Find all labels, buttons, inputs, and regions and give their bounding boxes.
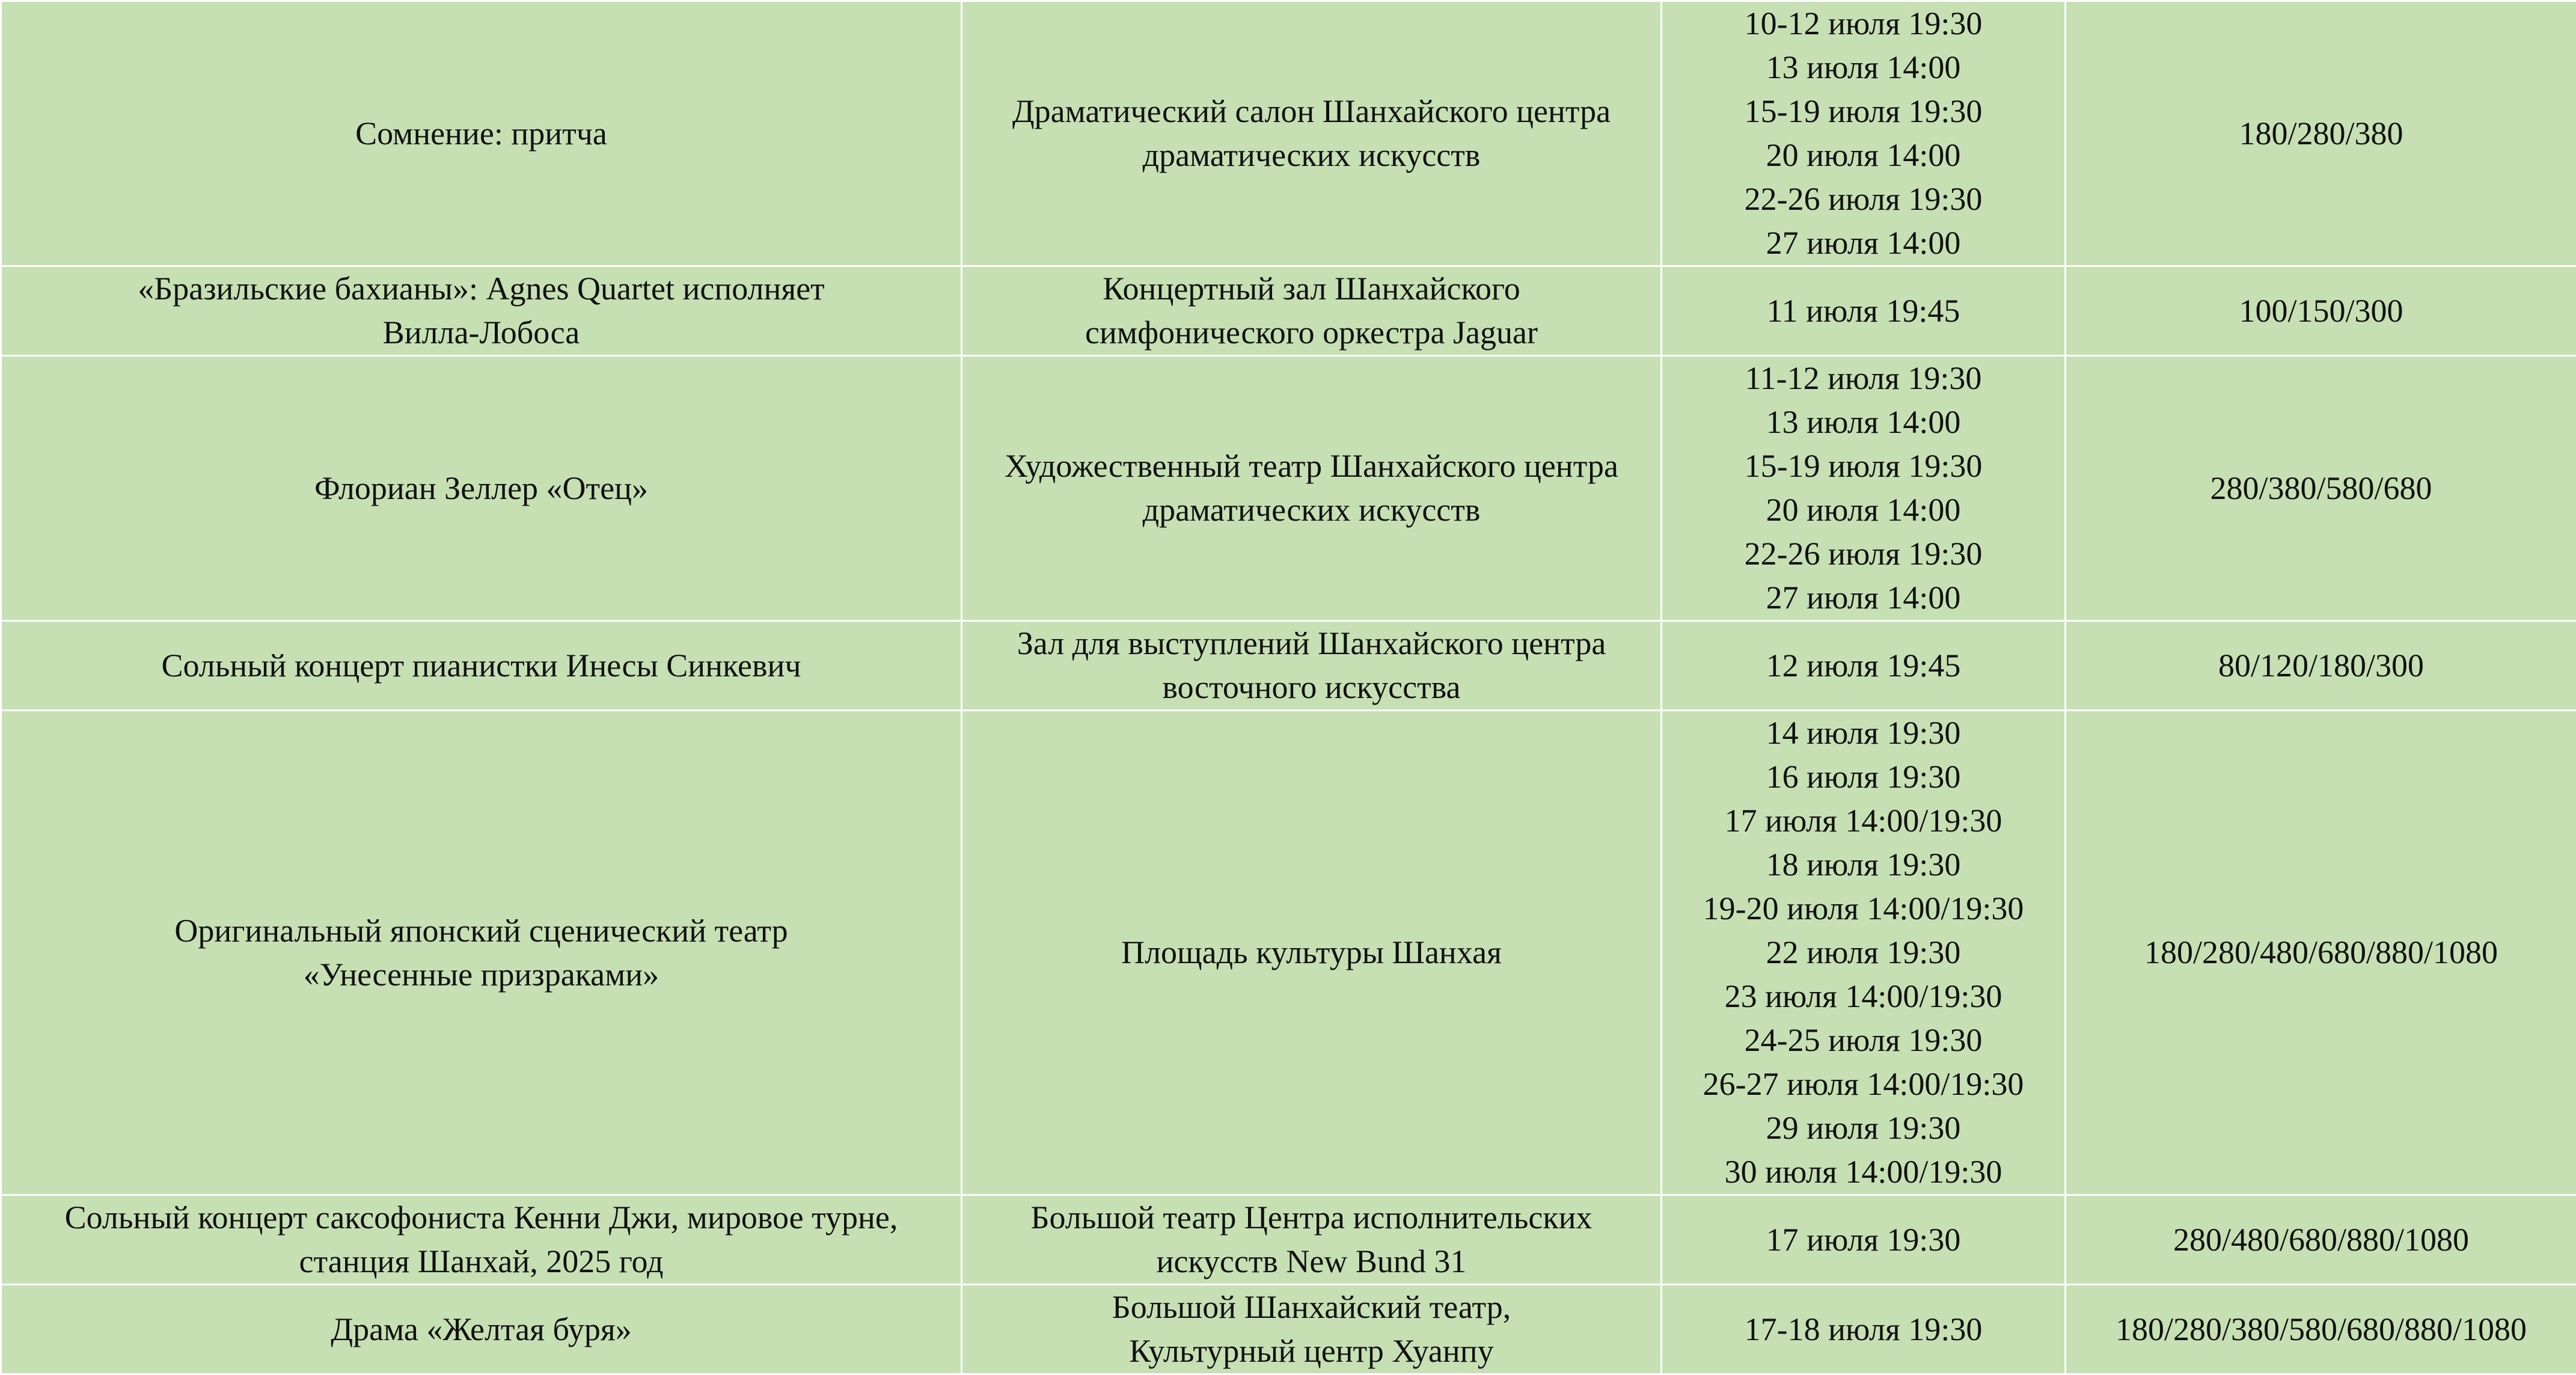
date-entry: 13 июля 14:00 (1666, 46, 2061, 90)
price-list: 80/120/180/300 (2218, 648, 2424, 684)
dates-cell (1662, 1285, 2066, 1374)
performance-title: Оригинальный японский сценический театр «Унесенные призраками» (174, 913, 788, 993)
date-entry: 20 июля 14:00 (1666, 488, 2061, 532)
performance-title-cell (1, 1, 962, 266)
venue-name: Художественный театр Шанхайского центра драматических искусств (1005, 448, 1618, 528)
table-row (1, 621, 2576, 711)
performance-title-cell (1, 266, 962, 356)
price-cell (2066, 621, 2576, 711)
date-entry: 14 июля 19:30 (1666, 711, 2061, 755)
date-entry: 17 июля 19:30 (1666, 1218, 2061, 1262)
dates-cell (1662, 266, 2066, 356)
venue-cell (962, 1285, 1662, 1374)
date-entry: 12 июля 19:45 (1666, 644, 2061, 688)
performance-title: Драма «Желтая буря» (331, 1311, 631, 1347)
date-entry: 15-19 июля 19:30 (1666, 444, 2061, 488)
date-entry: 17-18 июля 19:30 (1666, 1308, 2061, 1352)
table-row (1, 1195, 2576, 1285)
date-entry: 20 июля 14:00 (1666, 133, 2061, 177)
venue-cell (962, 711, 1662, 1195)
price-list: 180/280/380/580/680/880/1080 (2116, 1311, 2527, 1347)
date-entry: 16 июля 19:30 (1666, 755, 2061, 799)
price-cell (2066, 1285, 2576, 1374)
performance-title-cell (1, 711, 962, 1195)
date-entry: 24-25 июля 19:30 (1666, 1018, 2061, 1062)
venue-cell (962, 266, 1662, 356)
performance-title-cell (1, 356, 962, 621)
performance-title: Флориан Зеллер «Отец» (314, 470, 648, 506)
price-list: 280/480/680/880/1080 (2173, 1222, 2469, 1258)
venue-name: Концертный зал Шанхайского симфонического оркестра Jaguar (1085, 271, 1538, 351)
price-cell (2066, 711, 2576, 1195)
table-row (1, 1285, 2576, 1374)
dates-cell (1662, 356, 2066, 621)
venue-cell (962, 621, 1662, 711)
venue-name: Большой театр Центра исполнительских искусств New Bund 31 (1030, 1199, 1592, 1279)
price-list: 180/280/380 (2239, 115, 2403, 152)
performance-title-cell (1, 1195, 962, 1285)
performance-title-cell (1, 1285, 962, 1374)
venue-name: Большой Шанхайский театр, Культурный центр Хуанпу (1112, 1289, 1511, 1369)
performance-title: Сольный концерт саксофониста Кенни Джи, мировое турне, станция Шанхай, 2025 год (65, 1199, 898, 1279)
date-entry: 23 июля 14:00/19:30 (1666, 975, 2061, 1018)
price-list: 100/150/300 (2239, 293, 2403, 329)
date-entry: 10-12 июля 19:30 (1666, 2, 2061, 46)
date-entry: 11 июля 19:45 (1666, 289, 2061, 333)
price-list: 180/280/480/680/880/1080 (2144, 934, 2498, 970)
table-row (1, 356, 2576, 621)
venue-cell (962, 356, 1662, 621)
venue-name: Площадь культуры Шанхая (1121, 934, 1502, 970)
date-entry: 13 июля 14:00 (1666, 400, 2061, 444)
date-entry: 30 июля 14:00/19:30 (1666, 1150, 2061, 1194)
dates-cell (1662, 711, 2066, 1195)
venue-name: Драматический салон Шанхайского центра драматических искусств (1012, 93, 1611, 173)
date-entry: 11-12 июля 19:30 (1666, 357, 2061, 400)
venue-name: Зал для выступлений Шанхайского центра восточного искусства (1017, 625, 1606, 705)
dates-cell (1662, 621, 2066, 711)
price-list: 280/380/580/680 (2210, 470, 2432, 506)
date-entry: 27 июля 14:00 (1666, 221, 2061, 265)
table-row (1, 266, 2576, 356)
date-entry: 17 июля 14:00/19:30 (1666, 799, 2061, 843)
table-row (1, 711, 2576, 1195)
performance-title-cell (1, 621, 962, 711)
date-entry: 29 июля 19:30 (1666, 1106, 2061, 1150)
performance-title: Сомнение: притча (355, 115, 607, 152)
price-cell (2066, 266, 2576, 356)
date-entry: 18 июля 19:30 (1666, 843, 2061, 887)
table-row (1, 1, 2576, 266)
date-entry: 19-20 июля 14:00/19:30 (1666, 887, 2061, 931)
venue-cell (962, 1, 1662, 266)
date-entry: 22 июля 19:30 (1666, 931, 2061, 975)
date-entry: 27 июля 14:00 (1666, 576, 2061, 620)
dates-cell (1662, 1, 2066, 266)
price-cell (2066, 1, 2576, 266)
performance-title: Сольный концерт пианистки Инесы Синкевич (161, 648, 801, 684)
dates-cell (1662, 1195, 2066, 1285)
venue-cell (962, 1195, 1662, 1285)
date-entry: 22-26 июля 19:30 (1666, 177, 2061, 221)
price-cell (2066, 1195, 2576, 1285)
performance-title: «Бразильские бахианы»: Agnes Quartet исполняет Вилла-Лобоса (138, 271, 825, 351)
date-entry: 26-27 июля 14:00/19:30 (1666, 1062, 2061, 1106)
date-entry: 22-26 июля 19:30 (1666, 532, 2061, 576)
price-cell (2066, 356, 2576, 621)
date-entry: 15-19 июля 19:30 (1666, 90, 2061, 133)
